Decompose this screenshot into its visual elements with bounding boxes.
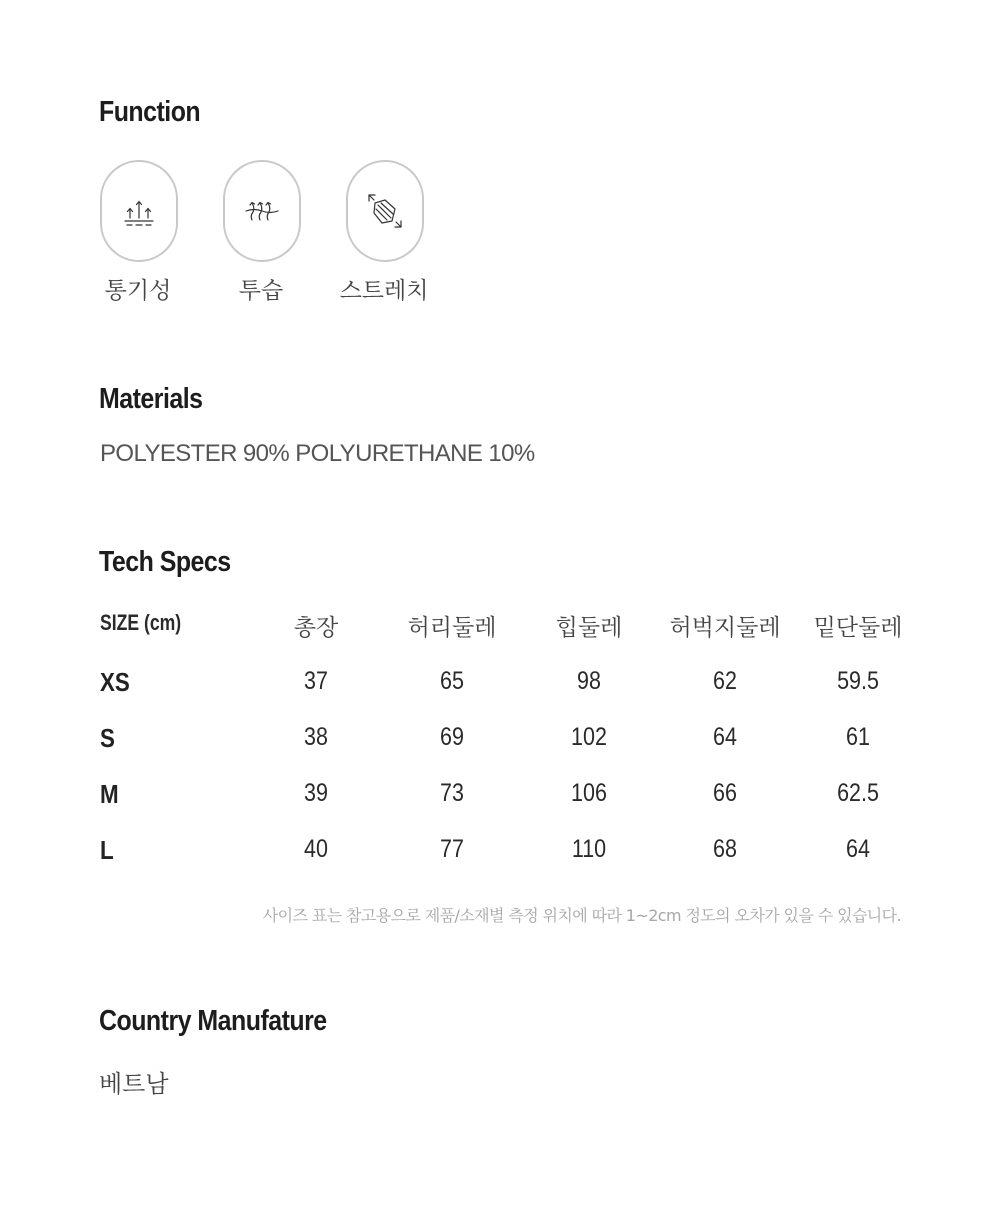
tech-specs-heading: Tech Specs <box>99 546 231 578</box>
function-item-moisture <box>223 160 301 262</box>
function-item-stretch <box>346 160 424 262</box>
column-header-hip: 힙둘레 <box>555 615 623 641</box>
table-cell: 66 <box>713 779 737 807</box>
row-size-label: M <box>100 779 119 809</box>
row-size-label: S <box>100 723 115 753</box>
size-disclaimer: 사이즈 표는 참고용으로 제품/소재별 측정 위치에 따라 1~2cm 정도의 오차가 있을 수 있습니다. <box>262 906 901 925</box>
column-header-waist: 허리둘레 <box>407 615 497 641</box>
stretch-icon <box>365 191 405 231</box>
table-cell: 65 <box>440 667 464 695</box>
table-cell: 73 <box>440 779 464 807</box>
materials-heading: Materials <box>99 383 203 415</box>
table-cell: 69 <box>440 723 464 751</box>
function-label-breathability: 통기성 <box>104 278 172 304</box>
row-size-label: XS <box>100 667 130 697</box>
materials-composition: POLYESTER 90% POLYURETHANE 10% <box>100 440 535 467</box>
table-cell: 59.5 <box>837 667 879 695</box>
table-cell: 37 <box>304 667 328 695</box>
function-item-breathability <box>100 160 178 262</box>
breathability-icon <box>119 191 159 231</box>
size-header: SIZE (cm) <box>100 610 182 635</box>
column-header-length: 총장 <box>293 615 339 641</box>
table-cell: 40 <box>304 835 328 863</box>
country-value: 베트남 <box>99 1070 169 1098</box>
table-cell: 68 <box>713 835 737 863</box>
table-cell: 61 <box>846 723 870 751</box>
row-size-label: L <box>100 835 114 865</box>
table-cell: 110 <box>571 835 607 863</box>
moisture-permeable-icon <box>242 191 282 231</box>
table-cell: 102 <box>571 723 607 751</box>
column-header-hem: 밑단둘레 <box>813 615 903 641</box>
column-header-thigh: 허벅지둘레 <box>669 615 781 641</box>
country-heading: Country Manufature <box>99 1005 327 1037</box>
table-cell: 62.5 <box>837 779 879 807</box>
table-cell: 38 <box>304 723 328 751</box>
table-cell: 64 <box>713 723 737 751</box>
table-cell: 106 <box>571 779 607 807</box>
function-label-stretch: 스트레치 <box>339 278 429 304</box>
table-cell: 77 <box>440 835 464 863</box>
table-cell: 64 <box>846 835 870 863</box>
table-cell: 62 <box>713 667 737 695</box>
function-heading: Function <box>99 96 201 128</box>
function-label-moisture: 투습 <box>238 278 284 304</box>
table-cell: 39 <box>304 779 328 807</box>
table-cell: 98 <box>577 667 601 695</box>
